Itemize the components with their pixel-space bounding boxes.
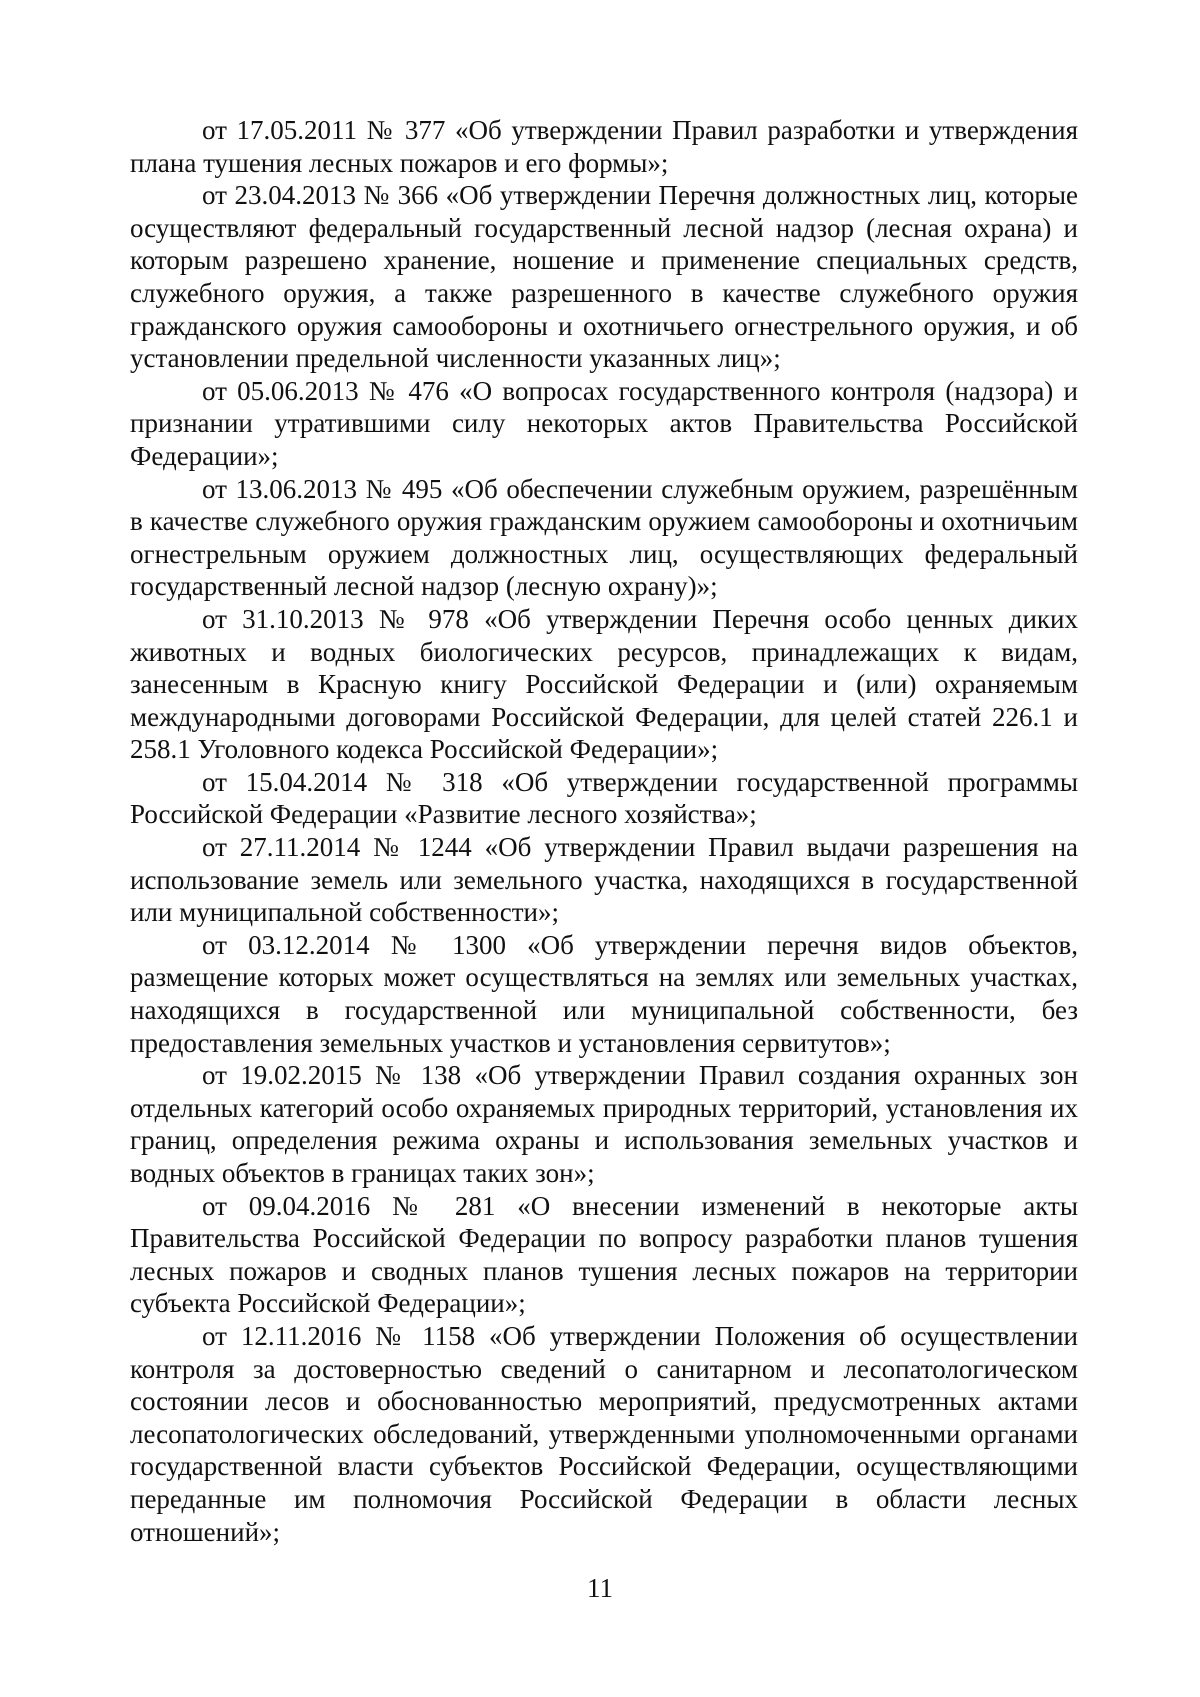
paragraph-decree-281: от 09.04.2016 № 281 «О внесении изменений в некоторые акты Правительства Российской Федерации по вопросу разработки планов тушения лесных пожаров и сводных планов тушения лесных пожаров на территории субъекта Российской Федерации»; — [130, 1190, 1078, 1319]
paragraph-decree-377: от 17.05.2011 № 377 «Об утверждении Правил разработки и утверждения плана тушения лесных пожаров и его формы»; — [130, 115, 1078, 178]
paragraph-decree-318: от 15.04.2014 № 318 «Об утверждении государственной программы Российской Федерации «Развитие лесного хозяйства»; — [130, 766, 1078, 830]
paragraph-decree-138: от 19.02.2015 № 138 «Об утверждении Правил создания охранных зон отдельных категорий особо охраняемых природных территорий, установления их границ, определения режима охраны и использования земельных участков и водных объектов в границах таких зон»; — [130, 1060, 1078, 1188]
page-number: 11 — [587, 1573, 613, 1603]
paragraph-decree-476: от 05.06.2013 № 476 «О вопросах государственного контроля (надзора) и признании утратившими силу некоторых актов Правительства Российской Федерации»; — [130, 375, 1078, 471]
paragraph-decree-1158: от 12.11.2016 № 1158 «Об утверждении Положения об осуществлении контроля за достоверностью сведений о санитарном и лесопатологическом состоянии лесов и обоснованностью мероприятий, предусмотренных актами лесопатологических обследований, утвержденными уполномоченными органами государственной власти субъектов Российской Федерации, осуществляющими переданные им полномочия Российской Федерации в области лесных отношений»; — [130, 1320, 1078, 1547]
document-body — [130, 114, 1078, 1548]
paragraph-decree-1300: от 03.12.2014 № 1300 «Об утверждении перечня видов объектов, размещение которых может осуществляться на землях или земельных участках, находящихся в государственной или муниципальной собственности, без предоставления земельных участков и установления сервитутов»; — [130, 929, 1078, 1058]
paragraph-decree-495: от 13.06.2013 № 495 «Об обеспечении служебным оружием, разрешённым в качестве служебного оружия гражданским оружием самообороны и охотничьим огнестрельным оружием должностных лиц, осуществляющих федеральный государственный лесной надзор (лесную охрану)»; — [130, 473, 1078, 602]
paragraph-decree-366: от 23.04.2013 № 366 «Об утверждении Перечня должностных лиц, которые осуществляют федеральный государственный лесной надзор (лесная охрана) и которым разрешено хранение, ношение и применение специальных средств, служебного оружия, а также разрешенного в качестве служебного оружия гражданского оружия самообороны и охотничьего огнестрельного оружия, и об установлении предельной численности указанных лиц»; — [130, 180, 1078, 374]
paragraph-decree-978: от 31.10.2013 № 978 «Об утверждении Перечня особо ценных диких животных и водных биологических ресурсов, принадлежащих к видам, занесенным в Красную книгу Российской Федерации и (или) охраняемым международными договорами Российской Федерации, для целей статей 226.1 и 258.1 Уголовного кодекса Российской Федерации»; — [130, 603, 1078, 765]
paragraph-decree-1244: от 27.11.2014 № 1244 «Об утверждении Правил выдачи разрешения на использование земель или земельного участка, находящихся в государственной или муниципальной собственности»; — [130, 832, 1078, 928]
